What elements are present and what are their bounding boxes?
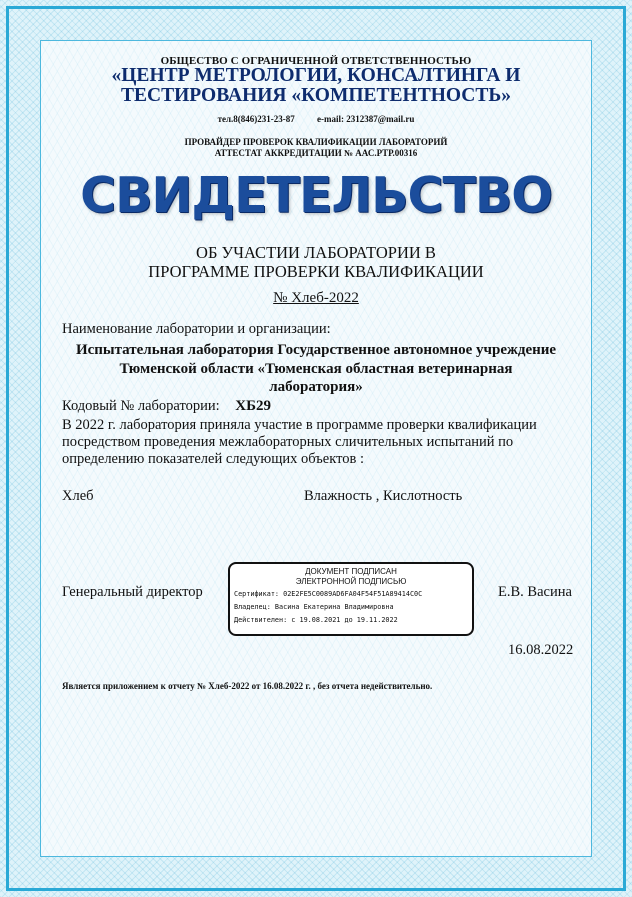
paragraph-line2: посредством проведения межлабораторных сличительных испытаний по bbox=[62, 434, 514, 450]
org-name-line1: «ЦЕНТР МЕТРОЛОГИИ, КОНСАЛТИНГА И bbox=[111, 65, 521, 86]
lab-code-label: Кодовый № лаборатории: bbox=[62, 398, 220, 414]
lab-name-line3: лаборатория» bbox=[269, 379, 363, 395]
stamp-title-line2: ЭЛЕКТРОННОЙ ПОДПИСЬЮ bbox=[295, 577, 407, 586]
footnote: Является приложением к отчету № Хлеб-2022 от 16.08.2022 г. , без отчета недействительно. bbox=[62, 681, 433, 691]
org-type: ОБЩЕСТВО С ОГРАНИЧЕННОЙ ОТВЕТСТВЕННОСТЬЮ bbox=[160, 55, 472, 67]
stamp-title-line1: ДОКУМЕНТ ПОДПИСАН bbox=[305, 567, 397, 576]
paragraph-line3: определению показателей следующих объектов : bbox=[62, 451, 364, 467]
subtitle-line1: ОБ УЧАСТИИ ЛАБОРАТОРИИ В bbox=[196, 243, 436, 262]
lab-code bbox=[62, 398, 271, 415]
director-name: Е.В. Васина bbox=[498, 584, 572, 600]
org-name bbox=[0, 66, 632, 106]
paragraph-line1: В 2022 г. лаборатория приняла участие в программе проверки квалификации bbox=[62, 417, 537, 433]
participation-paragraph bbox=[62, 417, 582, 468]
stamp-validity: Действителен: с 19.08.2021 до 19.11.2022 bbox=[234, 616, 398, 624]
director-label: Генеральный директор bbox=[62, 584, 203, 600]
lab-label: Наименование лаборатории и организации: bbox=[62, 321, 331, 337]
electronic-signature-stamp bbox=[228, 562, 474, 636]
object-parameters: Влажность , Кислотность bbox=[304, 488, 463, 504]
contacts bbox=[0, 114, 632, 124]
lab-name-line2: Тюменской области «Тюменская областная ветеринарная bbox=[119, 360, 513, 377]
lab-name-line1: Испытательная лаборатория Государственное автономное учреждение bbox=[75, 342, 557, 358]
org-name-line2: ТЕСТИРОВАНИЯ «КОМПЕТЕНТНОСТЬ» bbox=[120, 85, 512, 106]
certificate-subtitle bbox=[0, 243, 632, 281]
subtitle-line2: ПРОГРАММЕ ПРОВЕРКИ КВАЛИФИКАЦИИ bbox=[148, 262, 484, 281]
stamp-owner: Владелец: Васина Екатерина Владимировна bbox=[234, 603, 394, 611]
stamp-title bbox=[230, 567, 472, 587]
certificate-title: СВИДЕТЕЛЬСТВО bbox=[80, 167, 552, 224]
accreditation-line: АТТЕСТАТ АККРЕДИТАЦИИ № ААС.РТР.00316 bbox=[214, 148, 418, 158]
provider-line1: ПРОВАЙДЕР ПРОВЕРОК КВАЛИФИКАЦИИ ЛАБОРАТОРИЙ bbox=[184, 137, 448, 147]
object-name: Хлеб bbox=[62, 488, 94, 504]
lab-name bbox=[52, 341, 580, 397]
provider-info bbox=[0, 137, 632, 159]
email: e-mail: 2312387@mail.ru bbox=[317, 114, 415, 124]
lab-code-value: ХБ29 bbox=[235, 398, 272, 414]
program-number: № Хлеб-2022 bbox=[273, 290, 359, 306]
issue-date: 16.08.2022 bbox=[508, 642, 574, 658]
phone: тел.8(846)231-23-87 bbox=[217, 114, 295, 124]
stamp-certificate: Сертификат: 02E2FE5C0089AD6FA04F54F51A89414C0C bbox=[234, 590, 423, 598]
